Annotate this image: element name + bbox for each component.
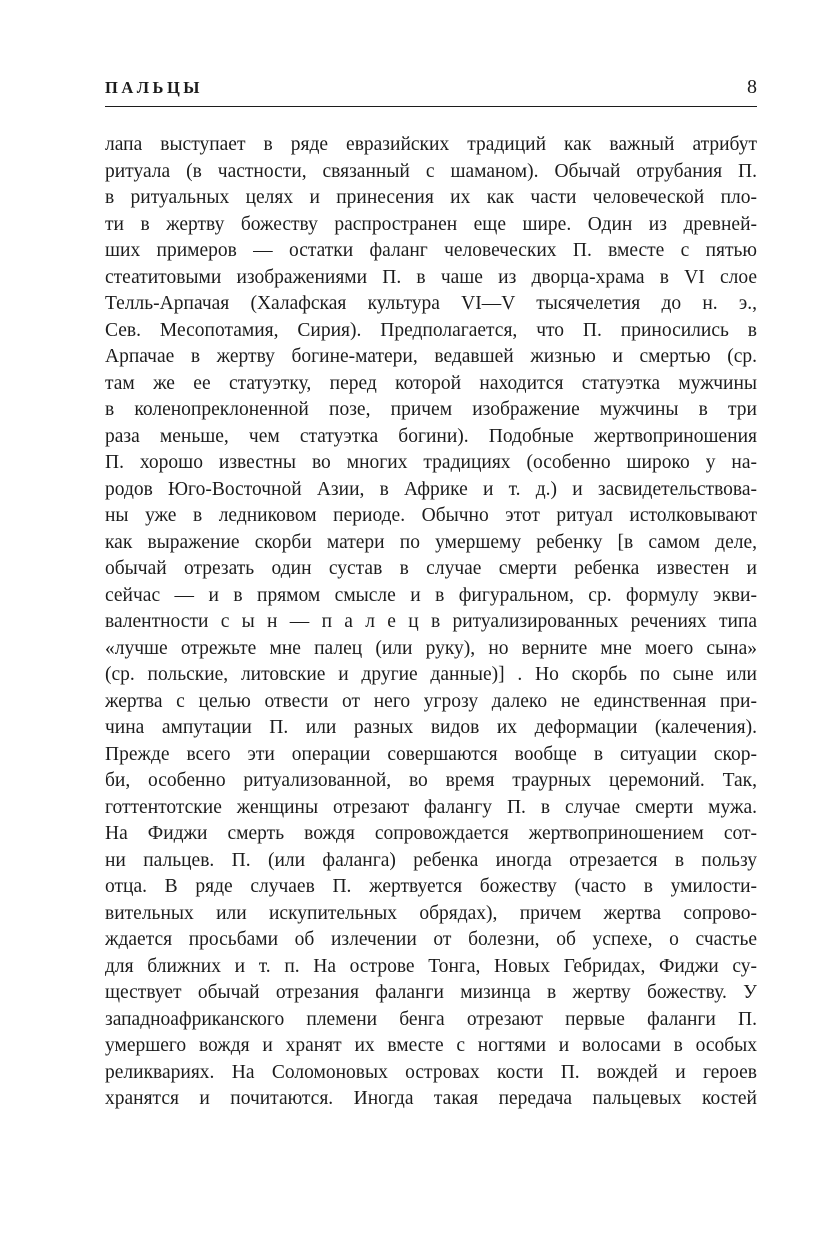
text-line: ны уже в ледниковом периоде. Обычно этот ритуал истолковывают — [105, 505, 757, 526]
text-line: ти в жертву божеству распространен еще шире. Один из древней- — [105, 213, 757, 235]
running-title: ПАЛЬЦЫ — [105, 78, 203, 97]
text-line: как выражение скорби матери по умершему ребенку [в самом деле, — [105, 531, 757, 553]
text-line: сейчас — и в прямом смысле и в фигуральном, ср. формулу экви- — [105, 584, 757, 606]
text-line: вительных или искупительных обрядах), причем жертва сопрово- — [105, 902, 757, 924]
text-line: ни пальцев. П. (или фаланга) ребенка иногда отрезается в пользу — [105, 849, 757, 871]
text-line: обычай отрезать один сустав в случае смерти ребенка известен и — [105, 558, 757, 579]
text-line: ждается просьбами об излечении от болезни, об успехе, о счастье — [105, 929, 757, 950]
text-line: Телль-Арпачая (Халафская культура VI—V тысячелетия до н. э., — [105, 293, 757, 314]
text-line: в ритуальных целях и принесения их как части человеческой пло- — [105, 187, 757, 208]
text-line: ществует обычай отрезания фаланги мизинца в жертву божеству. У — [105, 982, 757, 1003]
text-line: реликвариях. На Соломоновых островах кости П. вождей и героев — [105, 1061, 757, 1083]
text-line: умершего вождя и хранят их вместе с ногтями и волосами в особых — [105, 1035, 757, 1056]
page-number: 8 — [747, 76, 757, 98]
text-line: Прежде всего эти операции совершаются вообще в ситуации скор- — [105, 743, 757, 765]
text-line: раза меньше, чем статуэтка богини). Подобные жертвоприношения — [105, 425, 757, 447]
text-line: стеатитовыми изображениями П. в чаше из дворца-храма в VI слое — [105, 266, 757, 288]
text-line: Сев. Месопотамия, Сирия). Предполагается, что П. приносились в — [105, 319, 757, 341]
text-line: лапа выступает в ряде евразийских традиций как важный атрибут — [105, 134, 757, 155]
text-line: «лучше отрежьте мне палец (или руку), но верните мне моего сына» — [105, 637, 757, 659]
text-line: ших примеров — остатки фаланг человеческих П. вместе с пятью — [105, 240, 757, 261]
text-line: ритуала (в частности, связанный с шаманом). Обычай отрубания П. — [105, 160, 757, 182]
text-line: западноафриканского племени бенга отрезают первые фаланги П. — [105, 1008, 757, 1030]
text-line: Арпачае в жертву богине-матери, ведавшей жизнью и смертью (ср. — [105, 346, 757, 367]
text-line: жертва с целью отвести от него угрозу далеко не единственная при- — [105, 690, 757, 712]
text-line: в коленопреклоненной позе, причем изображение мужчины в три — [105, 399, 757, 420]
header-rule — [105, 106, 757, 107]
text-line: готтентотские женщины отрезают фалангу П. в случае смерти мужа. — [105, 796, 757, 818]
text-line: би, особенно ритуализованной, во время траурных церемоний. Так, — [105, 770, 757, 791]
text-line: для ближних и т. п. На острове Тонга, Новых Гебридах, Фиджи су- — [105, 955, 757, 977]
text-line: П. хорошо известны во многих традициях (особенно широко у на- — [105, 452, 757, 473]
text-line: отца. В ряде случаев П. жертвуется божеству (часто в умилости- — [105, 876, 757, 897]
text-line: чина ампутации П. или разных видов их деформации (калечения). — [105, 717, 757, 738]
text-line: родов Юго-Восточной Азии, в Африке и т. д.) и засвидетельствова- — [105, 478, 757, 500]
text-line: (ср. польские, литовские и другие данные)] . Но скорбь по сыне или — [105, 664, 757, 685]
article-text — [105, 132, 757, 1113]
page-header — [105, 76, 757, 99]
text-line: На Фиджи смерть вождя сопровождается жертвоприношением сот- — [105, 823, 757, 844]
text-line: там же ее статуэтку, перед которой находится статуэтка мужчины — [105, 372, 757, 394]
text-line: хранятся и почитаются. Иногда такая передача пальцевых костей — [105, 1088, 757, 1109]
text-line: валентности с ы н — п а л е ц в ритуализированных речениях типа — [105, 611, 757, 632]
